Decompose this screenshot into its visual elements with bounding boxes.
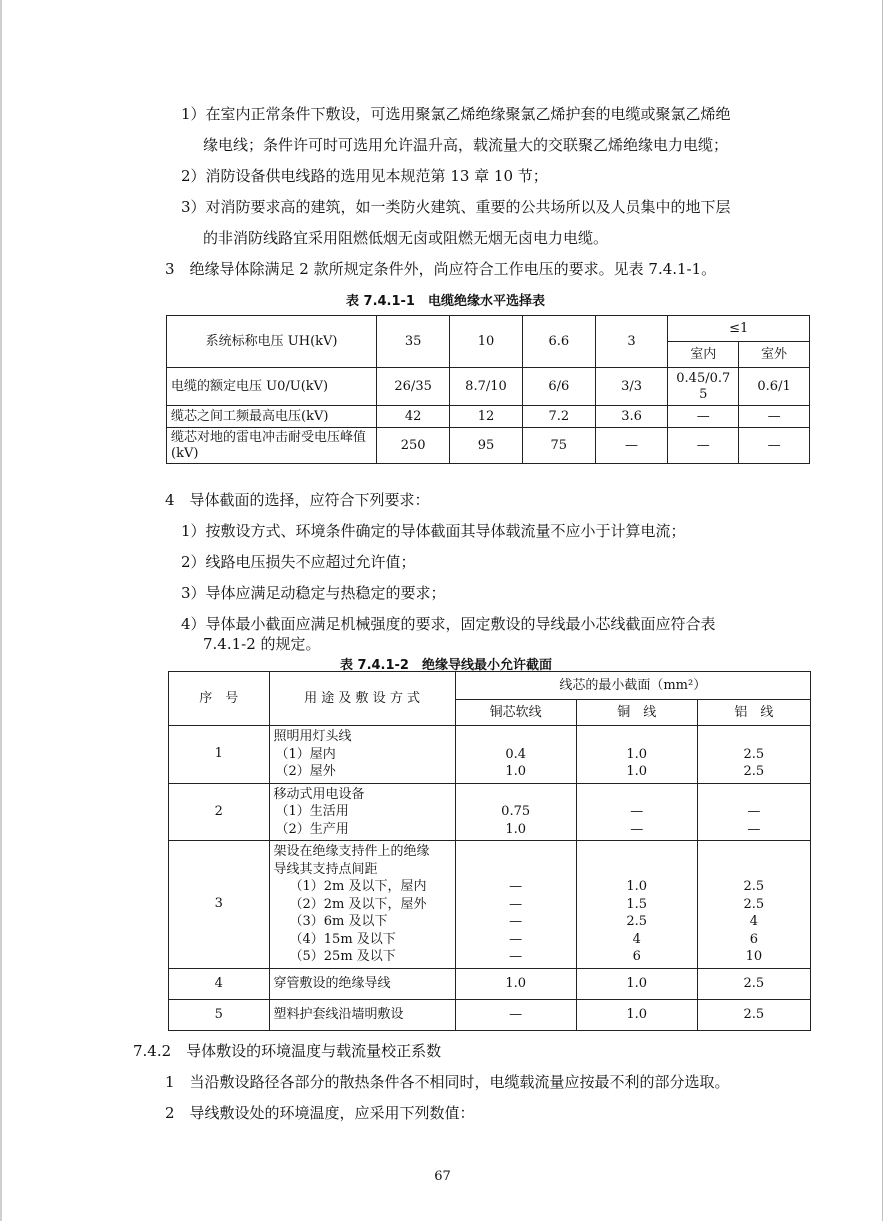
- table2-value: —: [455, 999, 576, 1030]
- table2-copper-cell: [576, 726, 697, 784]
- table-row: [169, 999, 811, 1030]
- paragraph-clause-4: 4 导体截面的选择，应符合下列要求：: [165, 491, 430, 509]
- table2-value: —: [509, 949, 523, 964]
- table1-sub-outdoor: 室外: [739, 342, 810, 368]
- table2-value: 2.5: [743, 764, 765, 779]
- table2-value: 1.0: [455, 968, 576, 999]
- paragraph-item-4-4-line-1: 4）导体最小截面应满足机械强度的要求，固定敷设的导线最小芯线截面应符合表: [181, 615, 716, 633]
- table-row: [167, 368, 810, 406]
- table2-value: 6: [632, 949, 641, 964]
- table1-sub-indoor: 室内: [668, 342, 739, 368]
- table2-value: 1.0: [626, 746, 648, 762]
- table2-sub-soft: 铜芯软线: [455, 700, 576, 726]
- table1-cell: —: [739, 406, 810, 428]
- table2-soft-cell: [455, 783, 576, 841]
- table2-header-use: 用 途 及 敷 设 方 式: [269, 672, 455, 726]
- table2-value: [702, 843, 806, 861]
- table1-cell: 0.6/1: [739, 368, 810, 406]
- table2-aluminum-cell: [697, 726, 810, 784]
- table2-value: —: [630, 821, 644, 837]
- table2-use-line: 移动式用电设备: [273, 786, 365, 802]
- table2-value: —: [747, 821, 761, 837]
- table2-value: 2.5: [697, 999, 810, 1030]
- table2-value: [460, 786, 572, 804]
- table2-use-line: （1）生活用: [275, 804, 349, 819]
- table1-cell: 12: [450, 406, 523, 428]
- table2-header-min-section: 线芯的最小截面（mm²）: [455, 672, 810, 700]
- page-right-edge: [882, 0, 883, 1221]
- table1-row-label: 电缆的额定电压 U0/U(kV): [167, 368, 377, 406]
- table2-value: [581, 786, 693, 804]
- table2-row-no: 3: [169, 841, 270, 969]
- table2-use-line: （4）15m 及以下: [289, 931, 396, 947]
- table2-aluminum-cell: [697, 783, 810, 841]
- table-row: [169, 841, 811, 969]
- table1-col-le1: ≤1: [668, 316, 810, 342]
- table-row: [167, 406, 810, 428]
- table2-copper-cell: [576, 841, 697, 969]
- table1-cell: 95: [450, 428, 523, 464]
- paragraph-item-4-4-line-2: 7.4.1-2 的规定。: [203, 635, 321, 653]
- table1-cell: 7.2: [522, 406, 595, 428]
- table2-value: 2.5: [743, 746, 765, 762]
- table-cable-insulation-level: [166, 315, 810, 464]
- table2-value: 1.0: [626, 764, 648, 779]
- table2-value: 1.0: [626, 879, 648, 894]
- table1-cell: —: [668, 406, 739, 428]
- table2-use-line: （5）25m 及以下: [289, 949, 396, 964]
- paragraph-item-1-line-1: 1）在室内正常条件下敷设，可选用聚氯乙烯绝缘聚氯乙烯护套的电缆或聚氯乙烯绝: [181, 105, 731, 123]
- paragraph-item-3-line-1: 3）对消防要求高的建筑，如一类防火建筑、重要的公共场所以及人员集中的地下层: [181, 198, 731, 216]
- table2-row-no: 4: [169, 968, 270, 999]
- table1-cell: 8.7/10: [450, 368, 523, 406]
- paragraph-item-2: 2）消防设备供电线路的选用见本规范第 13 章 10 节；: [181, 167, 548, 185]
- paragraph-item-4-1: 1）按敷设方式、环境条件确定的导体截面其导体载流量不应小于计算电流；: [181, 522, 686, 540]
- table-min-conductor-section: [168, 671, 811, 1031]
- table2-use-cell: [269, 783, 455, 841]
- table2-value: 4: [749, 914, 758, 929]
- table2-soft-cell: [455, 841, 576, 969]
- table1-caption: 表 7.4.1-1 电缆绝缘水平选择表: [346, 294, 545, 309]
- table2-value: —: [509, 914, 523, 929]
- table2-value: 2.5: [743, 896, 765, 912]
- table1-col-3: 3: [595, 316, 668, 368]
- paragraph-item-1-line-2: 缘电线；条件许可时可选用允许温升高，载流量大的交联聚乙烯绝缘电力电缆；: [203, 136, 729, 154]
- table2-use-line: 穿管敷设的绝缘导线: [269, 968, 455, 999]
- table2-use-line: （2）屋外: [275, 764, 336, 779]
- table2-use-line: 塑料护套线沿墙明敷设: [269, 999, 455, 1030]
- page-number: 67: [434, 1169, 451, 1184]
- table2-value: 4: [632, 931, 641, 947]
- table2-copper-cell: [576, 783, 697, 841]
- table2-row-no: 5: [169, 999, 270, 1030]
- page-left-edge: [0, 0, 2, 1221]
- table2-value: —: [630, 804, 644, 819]
- table2-soft-cell: [455, 726, 576, 784]
- table2-value: [581, 728, 693, 746]
- table2-use-cell: [269, 841, 455, 969]
- table2-row-no: 2: [169, 783, 270, 841]
- paragraph-item-4-3: 3）导体应满足动稳定与热稳定的要求；: [181, 584, 446, 602]
- table2-value: 1.0: [576, 999, 697, 1030]
- table2-use-line: （3）6m 及以下: [289, 914, 388, 929]
- table1-cell: 3.6: [595, 406, 668, 428]
- table1-header-voltage: 系统标称电压 UH(kV): [167, 316, 377, 368]
- table1-row-label: 缆芯之间工频最高电压(kV): [167, 406, 377, 428]
- table1-cell: 75: [522, 428, 595, 464]
- paragraph-item-3-line-2: 的非消防线路宜采用阻燃低烟无卤或阻燃无烟无卤电力电缆。: [203, 229, 609, 247]
- table2-value: 0.75: [501, 804, 531, 819]
- table2-use-line: （1）屋内: [275, 746, 336, 762]
- table2-use-line: 导线其支持点间距: [273, 861, 378, 877]
- table-row: [169, 726, 811, 784]
- paragraph-clause-3: 3 绝缘导体除满足 2 款所规定条件外，尚应符合工作电压的要求。见表 7.4.1-1。: [165, 260, 717, 278]
- table1-cell: 26/35: [377, 368, 450, 406]
- table2-header-no: 序 号: [169, 672, 270, 726]
- table1-cell: 42: [377, 406, 450, 428]
- table2-value: 2.5: [743, 879, 765, 894]
- table2-value: —: [509, 896, 523, 912]
- table2-value: —: [509, 931, 523, 947]
- table1-cell: —: [739, 428, 810, 464]
- table2-value: [702, 728, 806, 746]
- table2-caption: 表 7.4.1-2 绝缘导线最小允许截面: [340, 658, 552, 673]
- table1-cell: —: [668, 428, 739, 464]
- table2-aluminum-cell: [697, 841, 810, 969]
- table1-row-label: 缆芯对地的雷电冲击耐受电压峰值(kV): [167, 428, 377, 464]
- table2-value: [581, 861, 693, 879]
- table2-use-line: （1）2m 及以下，屋内: [289, 879, 427, 894]
- table2-use-line: （2）生产用: [275, 821, 349, 837]
- table2-sub-copper: 铜 线: [576, 700, 697, 726]
- table2-value: [702, 786, 806, 804]
- table-row: [169, 783, 811, 841]
- table2-use-line: （2）2m 及以下，屋外: [289, 896, 427, 912]
- table2-value: [460, 861, 572, 879]
- table1-col-6-6: 6.6: [522, 316, 595, 368]
- table2-use-cell: [269, 726, 455, 784]
- table2-value: 1.0: [505, 764, 526, 779]
- table2-value: 1.0: [505, 821, 526, 837]
- paragraph-item-4-2: 2）线路电压损失不应超过允许值；: [181, 553, 416, 571]
- table2-sub-aluminum: 铝 线: [697, 700, 810, 726]
- paragraph-7-4-2-clause-1: 1 当沿敷设路径各部分的散热条件各不相同时，电缆载流量应按最不利的部分选取。: [165, 1073, 730, 1091]
- section-heading-7-4-2: 7.4.2 导体敷设的环境温度与载流量校正系数: [133, 1042, 442, 1060]
- table2-use-line: 照明用灯头线: [273, 729, 352, 744]
- table1-cell: 0.45/0.75: [668, 368, 739, 406]
- table2-value: 1.5: [626, 896, 648, 912]
- table1-cell: 250: [377, 428, 450, 464]
- table2-value: —: [747, 804, 761, 819]
- table2-value: 0.4: [505, 746, 526, 762]
- table2-use-line: 架设在绝缘支持件上的绝缘: [273, 844, 430, 859]
- table2-value: [460, 728, 572, 746]
- table1-cell: 6/6: [522, 368, 595, 406]
- table1-cell: —: [595, 428, 668, 464]
- table2-value: 10: [745, 949, 763, 964]
- table2-value: [460, 843, 572, 861]
- table-row: [169, 968, 811, 999]
- table2-value: 2.5: [697, 968, 810, 999]
- table2-value: [702, 861, 806, 879]
- table1-col-35: 35: [377, 316, 450, 368]
- table2-value: 6: [749, 931, 758, 947]
- table2-row-no: 1: [169, 726, 270, 784]
- paragraph-7-4-2-clause-2: 2 导线敷设处的环境温度，应采用下列数值：: [165, 1104, 475, 1122]
- table1-col-10: 10: [450, 316, 523, 368]
- table1-cell: 3/3: [595, 368, 668, 406]
- table2-value: [581, 843, 693, 861]
- table2-value: 2.5: [626, 914, 648, 929]
- table2-value: 1.0: [576, 968, 697, 999]
- table2-value: —: [509, 879, 523, 894]
- table-row: [167, 428, 810, 464]
